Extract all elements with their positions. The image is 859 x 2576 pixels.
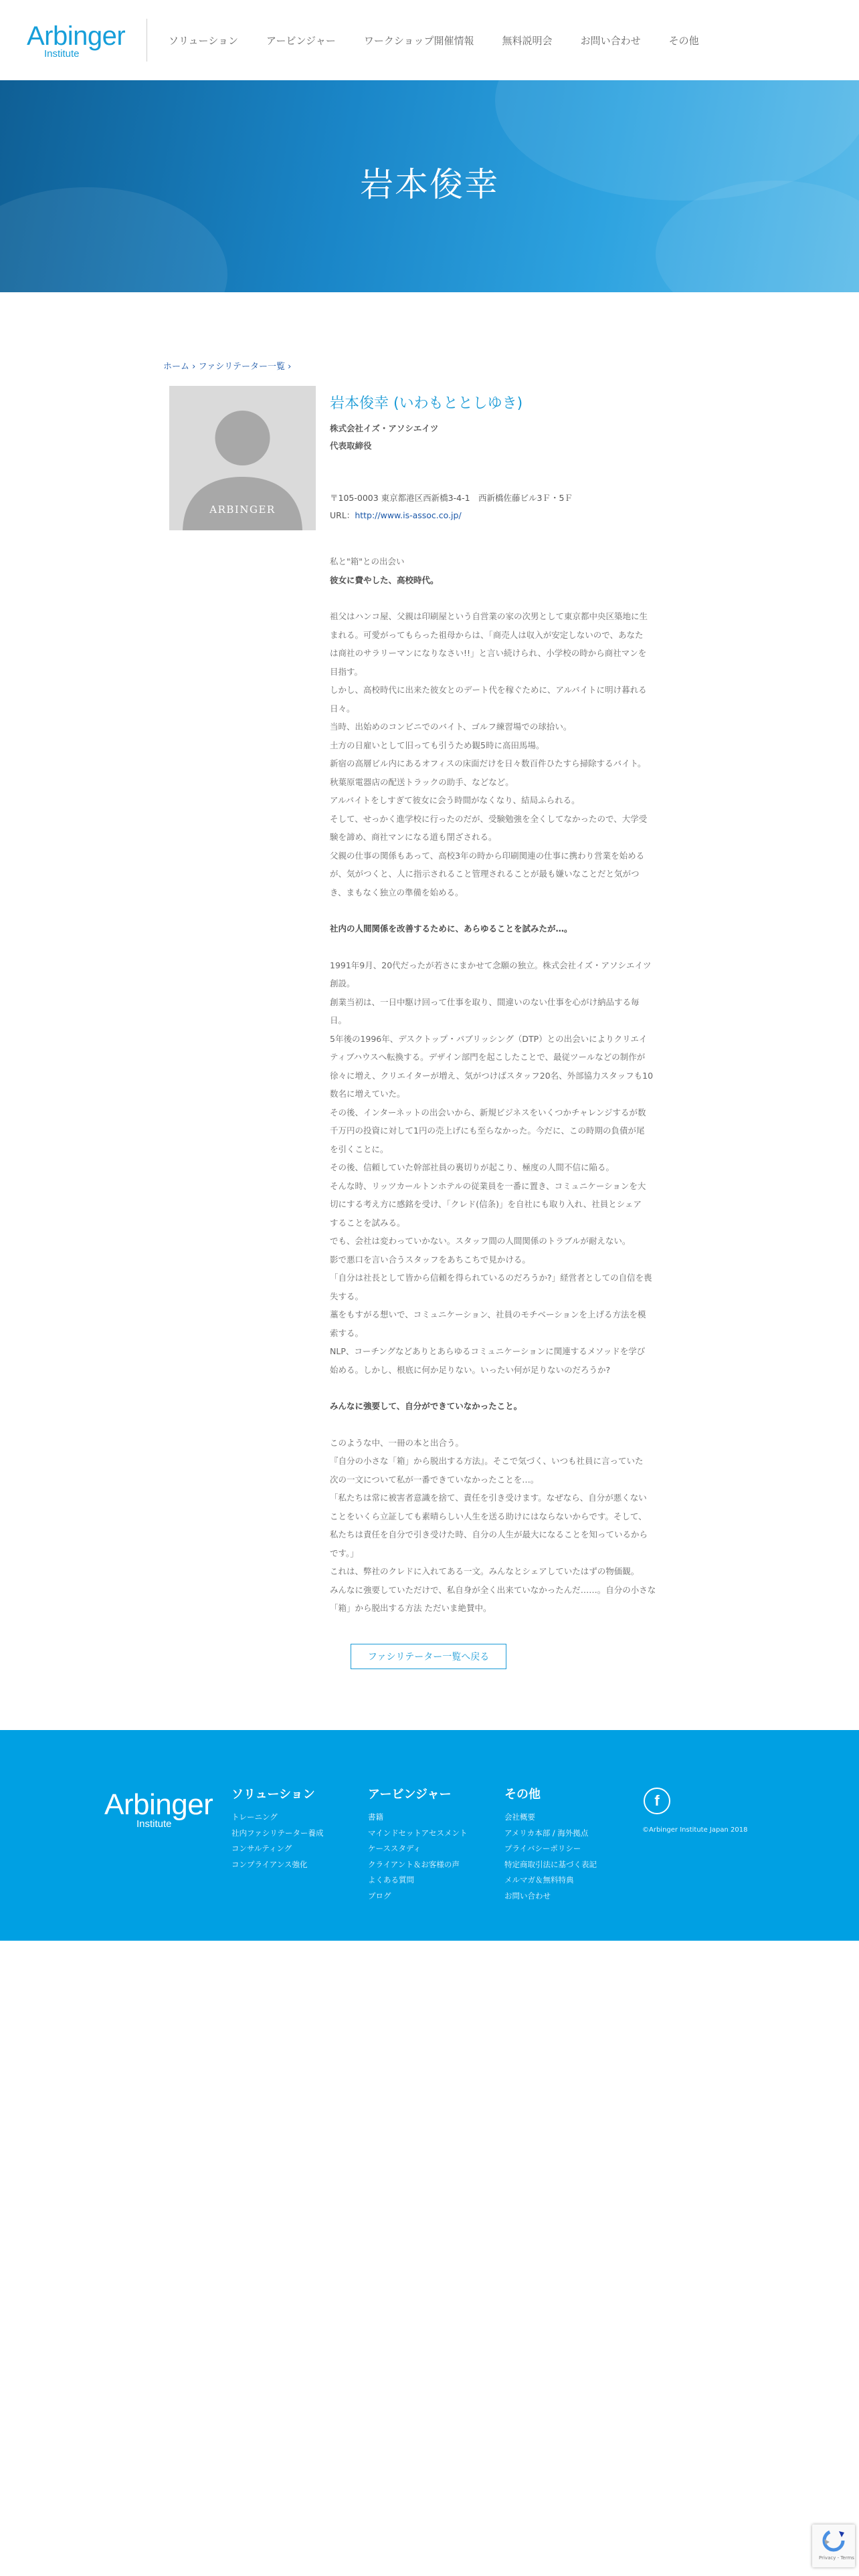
job-title: 代表取締役	[330, 441, 372, 451]
section-1-text	[330, 607, 688, 901]
paragraph-line: 秋葉原電器店の配送トラックの助手、などなど。	[330, 776, 514, 787]
paragraph-line: そんな時、リッツカールトンホテルの従業員を一番に置き、コミュニケーションを大	[330, 1180, 646, 1191]
hero-banner	[0, 80, 859, 292]
paragraph-line: ことをいくら立証しても素晴らしい人生を送る助けにはならないからです。そして、	[330, 1511, 647, 1521]
footer-column-title: その他	[504, 1788, 541, 1802]
footer-link[interactable]: よくある質問	[368, 1875, 414, 1885]
logo-wordmark: Arbinger	[27, 21, 126, 51]
paragraph-line: まれる。可愛がってもらった祖母からは、「商売人は収入が安定しないので、あなた	[330, 629, 644, 640]
breadcrumb-separator: ›	[284, 362, 292, 372]
paragraph-line: そして、せっかく進学校に行ったのだが、受験勉強を全くしてなかったので、大学受	[330, 813, 648, 824]
nav-item-solutions[interactable]: ソリューション	[169, 34, 238, 47]
profile-photo	[169, 386, 316, 530]
footer-link[interactable]: 書籍	[368, 1812, 383, 1822]
recaptcha-links[interactable]: Privacy - Terms	[819, 2555, 854, 2561]
paragraph-line: 影で悪口を言い合うスタッフをあちこちで見かける。	[330, 1254, 531, 1265]
footer-column-solutions	[231, 1787, 324, 1872]
facebook-icon[interactable]: f	[644, 1788, 670, 1814]
footer-link[interactable]: ブログ	[368, 1891, 391, 1901]
paragraph-line: 切にする考え方に感銘を受け、「クレド(信条)」を自社にも取り入れ、社員とシェア	[330, 1199, 642, 1209]
recaptcha-badge[interactable]	[812, 2525, 855, 2567]
paragraph-line: 5年後の1996年、デスクトップ・パブリッシング（DTP）との出会いによりクリエイ	[330, 1033, 648, 1044]
footer-link[interactable]: お問い合わせ	[504, 1891, 551, 1901]
logo-subtitle: Institute	[44, 48, 80, 60]
paragraph-line: 藁をもすがる想いで、コミュニケーション、社員のモチベーションを上げる方法を模	[330, 1309, 646, 1319]
footer-link[interactable]: 特定商取引法に基づく表記	[504, 1859, 597, 1869]
nav-item-arbinger[interactable]: アービンジャー	[266, 34, 336, 47]
paragraph-line: 索する。	[330, 1327, 364, 1338]
footer-link[interactable]: コンプライアンス強化	[231, 1859, 308, 1869]
paragraph-line: 1991年9月、20代だったが若さにまかせて念願の独立。株式会社イズ・アソシエイツ	[330, 960, 652, 970]
footer-link[interactable]: ケーススタディ	[368, 1844, 421, 1853]
paragraph-line: 千万円の投資に対して1円の売上げにも至らなかった。今だに、この時期の負債が尾	[330, 1125, 645, 1136]
footer-logo-subtitle: Institute	[136, 1818, 172, 1830]
footer-link[interactable]: コンサルティング	[231, 1844, 292, 1853]
address: 〒105-0003 東京都港区西新橋3-4-1 西新橋佐藤ビル3Ｆ・5Ｆ	[330, 493, 573, 503]
site-footer	[0, 1730, 859, 1941]
paragraph-line: このような中、一冊の本と出合う。	[330, 1437, 464, 1448]
paragraph-line: です。」	[330, 1547, 359, 1558]
footer-link[interactable]: トレーニング	[231, 1812, 278, 1822]
paragraph-line: しかし、高校時代に出来た彼女とのデート代を稼ぐために、アルバイトに明け暮れる	[330, 685, 647, 695]
paragraph-line: 失する。	[330, 1291, 364, 1301]
paragraph-line: 父親の仕事の関係もあって、高校3年の時から印刷関連の仕事に携わり営業を始める	[330, 850, 645, 861]
paragraph-line: 目指す。	[330, 666, 363, 677]
footer-logo-wordmark: Arbinger	[104, 1788, 213, 1821]
company-url-link[interactable]: http://www.is-assoc.co.jp/	[355, 510, 462, 520]
site-logo[interactable]	[27, 23, 125, 59]
paragraph-line: 祖父はハンコ屋、父親は印刷屋という自営業の家の次男として東京都中央区築地に生	[330, 611, 648, 621]
paragraph-line: することを試みる。	[330, 1217, 405, 1228]
paragraph-line: その後、信頼していた幹部社員の裏切りが起こり、極度の人間不信に陥る。	[330, 1162, 615, 1172]
paragraph-line: 「箱」から脱出する方法 ただいま絶賛中。	[330, 1603, 492, 1613]
breadcrumb-facilitator-list[interactable]: ファシリテーター一覧	[198, 362, 285, 372]
footer-column-title: アービンジャー	[368, 1788, 452, 1802]
nav-item-contact[interactable]: お問い合わせ	[580, 34, 641, 47]
paragraph-line: その後、インターネットの出会いから、新規ビジネスをいくつかチャレンジするが数	[330, 1107, 646, 1117]
footer-link[interactable]: メルマガ＆無料特典	[504, 1875, 574, 1885]
footer-column-title: ソリューション	[231, 1788, 315, 1802]
footer-link[interactable]: クライアント＆お客様の声	[368, 1859, 460, 1869]
photo-brand-mark: ARBINGER	[209, 504, 276, 516]
nav-item-other[interactable]: その他	[668, 34, 699, 47]
back-to-facilitator-list-button[interactable]: ファシリテーター一覧へ戻る	[351, 1644, 506, 1669]
paragraph-line: ティブハウスへ転換する。デザイン部門を起こしたことで、最従ツールなどの制作が	[330, 1052, 646, 1062]
recaptcha-icon	[812, 2525, 855, 2555]
paragraph-line: 土方の日雇いとして旧っても引うため観5時に高田馬場。	[330, 740, 545, 750]
paragraph-line: 始める。しかし、根底に何か足りない。いったい何が足りないのだろうか?	[330, 1364, 611, 1375]
section-3-text	[330, 1434, 688, 1618]
nav-item-workshops[interactable]: ワークショップ開催情報	[363, 34, 474, 47]
paragraph-line: 日々。	[330, 703, 355, 714]
intro-line: 私と"箱"との出会い	[330, 556, 405, 566]
breadcrumb	[163, 359, 291, 372]
paragraph-line: 「自分は社長として皆から信頼を得られているのだろうか?」経営者としての自信を喪	[330, 1273, 652, 1283]
paragraph-line: みんなに強要していただけで、私自身が全く出来ていなかったんだ……。自分の小さな	[330, 1584, 656, 1595]
paragraph-line: 日。	[330, 1015, 347, 1025]
paragraph-line: NLP、コーチングなどありとあらゆるコミュニケーションに関連するメソッドを学び	[330, 1346, 646, 1356]
footer-link[interactable]: プライバシーポリシー	[504, 1844, 581, 1853]
paragraph-line: 「私たちは常に被害者意識を捨て、責任を引き受けます。なぜなら、自分が悪くない	[330, 1493, 647, 1503]
paragraph-line: 創業当初は、一日中駆け回って仕事を取り、間違いのない仕事を心がけ納品する毎	[330, 996, 640, 1007]
page-title: 岩本俊幸	[360, 165, 499, 204]
footer-column-other	[504, 1787, 597, 1904]
site-header	[0, 0, 859, 80]
paragraph-line: 私たちは責任を自分で引き受けた時、自分の人生が最大になることを知っているから	[330, 1529, 648, 1539]
footer-link[interactable]: アメリカ本部 / 海外拠点	[504, 1828, 589, 1838]
profile-content	[330, 395, 688, 1618]
breadcrumb-home[interactable]: ホーム	[163, 362, 190, 372]
main-nav	[169, 0, 699, 80]
paragraph-line: でも、会社は変わっていかない。スタッフ間の人間関係のトラブルが耐えない。	[330, 1236, 631, 1246]
section-heading-2: 社内の人間関係を改善するために、あらゆることを試みたが…。	[330, 924, 573, 934]
section-heading-1: 彼女に費やした、高校時代。	[330, 574, 439, 585]
paragraph-line: き、まもなく独立の準備を始める。	[330, 887, 464, 897]
copyright: ©Arbinger Institute Japan 2018	[642, 1826, 748, 1834]
paragraph-line: 次の一文について私が一番できていなかったことを…。	[330, 1474, 539, 1485]
section-heading-3: みんなに強要して、自分ができていなかったこと。	[330, 1401, 522, 1411]
paragraph-line: を引くことに。	[330, 1144, 389, 1154]
person-name: 岩本俊幸 (いわもととしゆき)	[330, 395, 523, 412]
url-label: URL：	[330, 510, 355, 520]
section-2-text	[330, 956, 688, 1380]
paragraph-line: 創設。	[330, 978, 355, 988]
footer-link[interactable]: 会社概要	[504, 1812, 535, 1822]
footer-column-arbinger	[368, 1787, 467, 1904]
footer-logo[interactable]	[104, 1790, 213, 1829]
breadcrumb-separator: ›	[189, 362, 199, 372]
paragraph-line: これは、弊社のクレドに入れてある一文。みんなとシェアしていたはずの物価観。	[330, 1566, 640, 1576]
paragraph-line: が、気がつくと、人に指示されること管理されることが最も嫌いなことだと気がつ	[330, 869, 640, 879]
company-name: 株式会社イズ・アソシエイツ	[330, 423, 439, 433]
paragraph-line: 徐々に増え、クリエイターが増え、気がつけばスタッフ20名、外部協力スタッフも10	[330, 1070, 654, 1081]
paragraph-line: は商社のサラリーマンになりなさい!!」と言い続けられ、小学校の時から商社マンを	[330, 648, 647, 658]
paragraph-line: 数名に増えていた。	[330, 1089, 405, 1099]
paragraph-line: 験を諦め、商社マンになる道も閉ざされる。	[330, 832, 497, 842]
footer-link[interactable]: マインドセットアセスメント	[368, 1828, 468, 1838]
url-row	[330, 507, 688, 524]
paragraph-line: 新宿の高層ビル内にあるオフィスの床面だけを日々数百件ひたすら掃除するバイト。	[330, 758, 646, 768]
footer-link[interactable]: 社内ファシリテーター養成	[231, 1828, 324, 1838]
nav-item-free-seminar[interactable]: 無料説明会	[502, 34, 553, 47]
paragraph-line: 『自分の小さな「箱」から脱出する方法』。そこで気づく、いつも社員に言っていた	[330, 1456, 644, 1466]
paragraph-line: 当時、出始めのコンビニでのバイト、ゴルフ練習場での球拾い。	[330, 722, 572, 732]
paragraph-line: アルバイトをしすぎて彼女に会う時間がなくなり、結局ふられる。	[330, 795, 580, 805]
